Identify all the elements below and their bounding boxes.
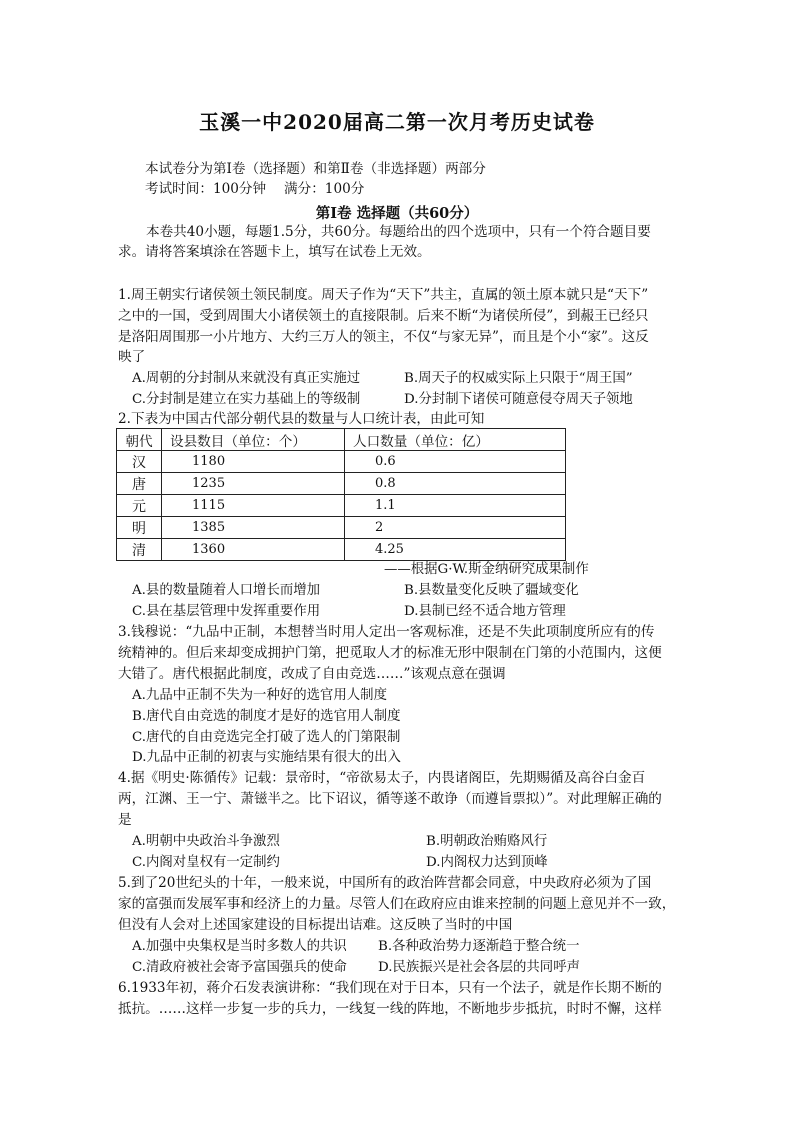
question-text-line: 之中的一国，受到周围大小诸侯领土的直接限制。后来不断“为诸侯所侵”，到赧王已经只 bbox=[118, 308, 649, 324]
question-text-line: 3.钱穆说：“九品中正制，本想替当时用人定出一客观标准，还是不失此项制度所应有的传 bbox=[118, 624, 655, 640]
question-text-line: 6.1933年初，蒋介石发表演讲称：“我们现在对于日本，只有一个法子，就是作长期不断的 bbox=[118, 980, 662, 996]
table-cell: 1115 bbox=[162, 495, 345, 517]
option-d: D.内阁权力达到顶峰 bbox=[426, 855, 548, 870]
table-cell: 1235 bbox=[162, 473, 345, 495]
instruction-line-1: 本卷共40小题，每题1.5分，共60分。每题给出的四个选项中，只有一个符合题目要 bbox=[146, 224, 651, 240]
option-c: C.县在基层管理中发挥重要作用 bbox=[132, 604, 321, 619]
table-cell: 元 bbox=[117, 495, 162, 517]
section-heading: 第Ⅰ卷 选择题（共60分） bbox=[315, 205, 479, 222]
question-text-line: 是 bbox=[118, 812, 132, 828]
option-d: D.分封制下诸侯可随意侵夺周天子领地 bbox=[404, 392, 633, 407]
option-a: A.明朝中央政治斗争激烈 bbox=[132, 834, 280, 849]
table-cell: 4.25 bbox=[345, 539, 566, 561]
table-source-note: ——根据G·W.斯金纳研究成果制作 bbox=[384, 562, 589, 577]
question-text-line: 但没有人会对上述国家建设的目标提出诘难。这反映了当时的中国 bbox=[118, 917, 513, 933]
table-cell: 清 bbox=[117, 539, 162, 561]
option-b: B.县数量变化反映了疆域变化 bbox=[404, 583, 579, 598]
table-cell: 唐 bbox=[117, 473, 162, 495]
question-text-line: 4.据《明史·陈循传》记载：景帝时，“帝欲易太子，内畏诸阁臣，先期赐循及高谷白金百 bbox=[118, 770, 646, 786]
intro-line-2: 考试时间：100分钟 满分：100分 bbox=[145, 181, 365, 197]
table-cell: 0.8 bbox=[345, 473, 566, 495]
question-text-line: 1.周王朝实行诸侯领土领民制度。周天子作为“天下”共主，直属的领土原本就只是“天下” bbox=[118, 287, 649, 303]
table-cell: 2 bbox=[345, 517, 566, 539]
table-row bbox=[117, 451, 566, 473]
table-row bbox=[117, 495, 566, 517]
table-cell: 1360 bbox=[162, 539, 345, 561]
option-d: D.九品中正制的初衷与实施结果有很大的出入 bbox=[132, 750, 401, 765]
table-cell: 0.6 bbox=[345, 451, 566, 473]
table-cell: 1385 bbox=[162, 517, 345, 539]
option-c: C.清政府被社会寄予富国强兵的使命 bbox=[132, 960, 347, 975]
table-row bbox=[117, 517, 566, 539]
question-text-line: 家的富强而发展军事和经济上的力量。尽管人们在政府应由谁来控制的问题上意见并不一致， bbox=[118, 896, 676, 912]
option-c: C.唐代的自由竞选完全打破了选人的门第限制 bbox=[132, 730, 401, 745]
statistics-table bbox=[116, 428, 566, 561]
table-row bbox=[117, 473, 566, 495]
option-a: A.周朝的分封制从来就没有真正实施过 bbox=[132, 371, 361, 386]
question-text-line: 大错了。唐代根据此制度，改成了自由竞选……”该观点意在强调 bbox=[118, 666, 506, 682]
intro-line-1: 本试卷分为第Ⅰ卷（选择题）和第Ⅱ卷（非选择题）两部分 bbox=[145, 161, 486, 177]
option-a: A.加强中央集权是当时多数人的共识 bbox=[132, 939, 347, 954]
instruction-line-2: 求。请将答案填涂在答题卡上，填写在试卷上无效。 bbox=[118, 244, 431, 260]
question-text-line: 两，江渊、王一宁、萧镃半之。比下诏议，循等遂不敢诤（而遵旨票拟）”。对此理解正确的 bbox=[118, 791, 662, 807]
table-header-cell: 朝代 bbox=[117, 429, 162, 451]
question-text-line: 5.到了20世纪头的十年，一般来说，中国所有的政治阵营都会同意，中央政府必须为了国 bbox=[118, 875, 652, 891]
table-header-row bbox=[117, 429, 566, 451]
option-b: B.明朝政治贿赂风行 bbox=[426, 834, 548, 849]
table-cell: 明 bbox=[117, 517, 162, 539]
question-text-line: 2.下表为中国古代部分朝代县的数量与人口统计表，由此可知 bbox=[118, 411, 485, 427]
option-d: D.县制已经不适合地方管理 bbox=[404, 604, 566, 619]
question-text-line: 是洛阳周围那一小片地方、大约三万人的领主，不仅“与家无异”，而且是个小“家”。这反 bbox=[118, 329, 649, 345]
question-text-line: 映了 bbox=[118, 349, 146, 365]
option-b: B.唐代自由竞选的制度才是好的选官用人制度 bbox=[132, 709, 401, 724]
exam-title: 玉溪一中2020届高二第一次月考历史试卷 bbox=[199, 110, 595, 134]
table-header-cell: 设县数目（单位：个） bbox=[162, 429, 345, 451]
table-header-cell: 人口数量（单位：亿） bbox=[345, 429, 566, 451]
question-text-line: 统精神的。但后来却变成拥护门第，把觅取人才的标准无形中限制在门第的小范围内，这便 bbox=[118, 645, 662, 661]
table-row bbox=[117, 539, 566, 561]
option-b: B.周天子的权威实际上只限于“周王国” bbox=[404, 371, 633, 386]
table-cell: 1180 bbox=[162, 451, 345, 473]
table-cell: 1.1 bbox=[345, 495, 566, 517]
table-cell: 汉 bbox=[117, 451, 162, 473]
option-b: B.各种政治势力逐渐趋于整合统一 bbox=[378, 939, 580, 954]
option-d: D.民族振兴是社会各层的共同呼声 bbox=[378, 960, 580, 975]
option-c: C.分封制是建立在实力基础上的等级制 bbox=[132, 392, 361, 407]
option-c: C.内阁对皇权有一定制约 bbox=[132, 855, 280, 870]
question-text-line: 抵抗。……这样一步复一步的兵力，一线复一线的阵地，不断地步步抵抗，时时不懈，这样 bbox=[118, 1001, 662, 1017]
option-a: A.县的数量随着人口增长而增加 bbox=[132, 583, 321, 598]
option-a: A.九品中正制不失为一种好的选官用人制度 bbox=[132, 688, 387, 703]
